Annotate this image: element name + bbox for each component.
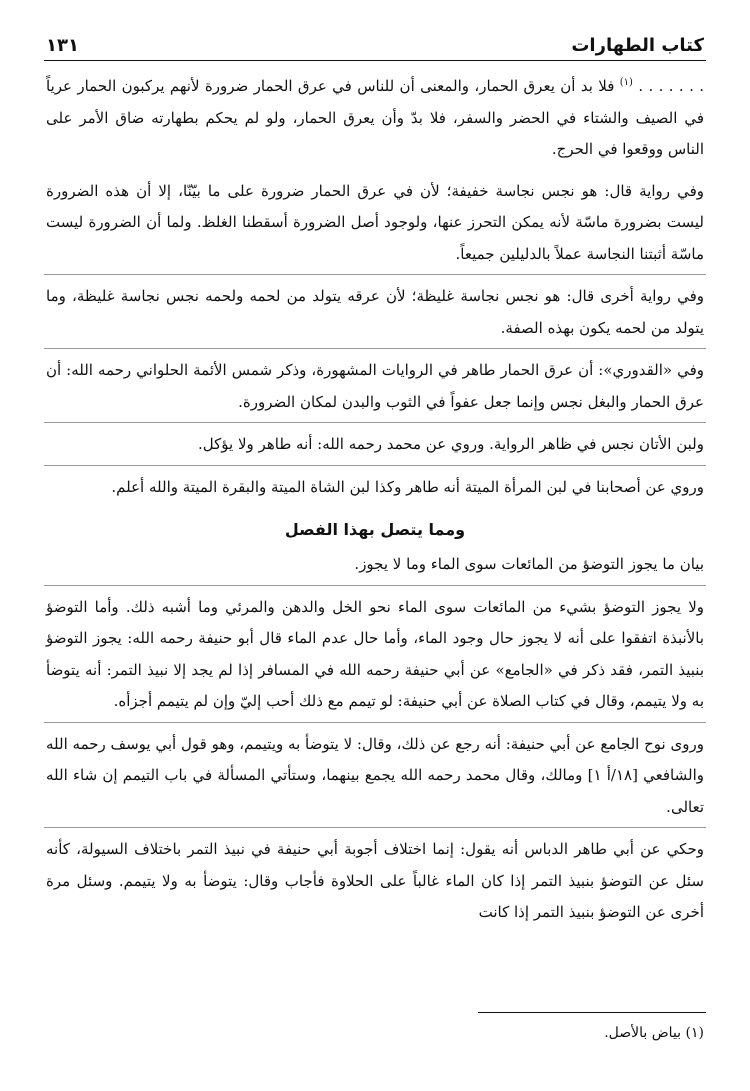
paragraph-lead: . . . . . . . (638, 77, 704, 95)
page-number: ١٣١ (46, 35, 79, 56)
paragraph-3: وفي رواية أخرى قال: هو نجس نجاسة غليظة؛ لأن عرقه يتولد من لحمه ولحمه نجس نجاسة غليظة، وما يتولد من لحمه يكون بهذه الصفة. (44, 281, 706, 349)
footnote-1 (448, 1019, 706, 1047)
page-header (44, 26, 706, 61)
footnote-marker: (١) (619, 77, 633, 88)
footnote-divider (478, 1012, 706, 1013)
section-paragraph-1: بيان ما يجوز التوضؤ من المائعات سوى الماء وما لا يجوز. (44, 549, 706, 586)
section-paragraph-2: ولا يجوز التوضؤ بشيء من المائعات سوى الماء نحو الخل والدهن والمرئي وما أشبه ذلك. وأما التوضؤ بالأنبذة اتفقوا على أنه لا يجوز حال وجود الماء، وأما حال عدم الماء قال أبو حنيفة رحمه الله: يجوز التوضؤ بنبيذ التمر، فقد ذكر في «الجامع» عن أبي حنيفة رحمه الله في المسافر إذا لم يجد إلا نبيذ التمر: أنه يتوضأ به ولا يتيمم، وقال في كتاب الصلاة عن أبي حنيفة: لو تيمم مع ذلك أحب إليّ وإن لم يتيمم أجزأه. (44, 592, 706, 723)
section-heading: ومما يتصل بهذا الفصل (284, 520, 466, 539)
paragraph-text: فلا بد أن يعرق الحمار، والمعنى أن للناس في عرق الحمار ضرورة لأنهم يركبون الحمار عرياً في الصيف والشتاء في الحضر والسفر، فلا بدّ وأن يعرق الحمار، ولو لم يحكم بطهارته ضاق الأمر على الناس ووقعوا في الحرج. (46, 77, 704, 158)
book-title: كتاب الطهارات (571, 35, 704, 56)
footnote-marker: (١) (685, 1025, 704, 1041)
paragraph-4: وفي «القدوري»: أن عرق الحمار طاهر في الروايات المشهورة، وذكر شمس الأئمة الحلواني رحمه الله: أن عرق الحمار والبغل نجس وإنما جعل عفواً في الثوب والبدن لمكان الضرورة. (44, 355, 706, 423)
section-paragraph-4: وحكي عن أبي طاهر الدباس أنه يقول: إنما اختلاف أجوبة أبي حنيفة في نبيذ التمر باختلاف السيولة، كأنه سئل عن التوضؤ بنبيذ التمر إذا كان الماء غالباً على الحلاوة فأجاب وقال: يتوضأ به ولا يتيمم. وسئل مرة أخرى عن التوضؤ بنبيذ التمر إذا كانت (46, 840, 704, 921)
document-page (44, 26, 706, 933)
section-paragraph-3: وروى نوح الجامع عن أبي حنيفة: أنه رجع عن ذلك، وقال: لا يتوضأ به ويتيمم، وهو قول أبي يوسف رحمه الله والشافعي [١٨/أ ١] ومالك، وقال محمد رحمه الله يجمع بينهما، وستأتي المسألة في باب التيمم إن شاء الله تعالى. (44, 729, 706, 829)
footnote-text: بياض بالأصل. (604, 1025, 682, 1041)
page-content (44, 71, 706, 933)
paragraph-6: وروي عن أصحابنا في لبن المرأة الميتة أنه طاهر وكذا لبن الشاة الميتة والبقرة الميتة والله أعلم. (111, 477, 704, 496)
paragraph-5: ولبن الأتان نجس في ظاهر الرواية. وروي عن محمد رحمه الله: أنه طاهر ولا يؤكل. (44, 429, 706, 466)
paragraph-1 (44, 71, 706, 170)
paragraph-2: وفي رواية قال: هو نجس نجاسة خفيفة؛ لأن في عرق الحمار ضرورة على ما بيّنّا، إلا أن هذه الضرورة ليست بضرورة ماسّة لأنه يمكن التحرز عنها، ولوجود أصل الضرورة أسقطنا الغلظ. ولما أن الضرورة ليست ماسّة أثبتنا النجاسة عملاً بالدليلين جميعاً. (44, 176, 706, 276)
footnotes (448, 1012, 706, 1047)
